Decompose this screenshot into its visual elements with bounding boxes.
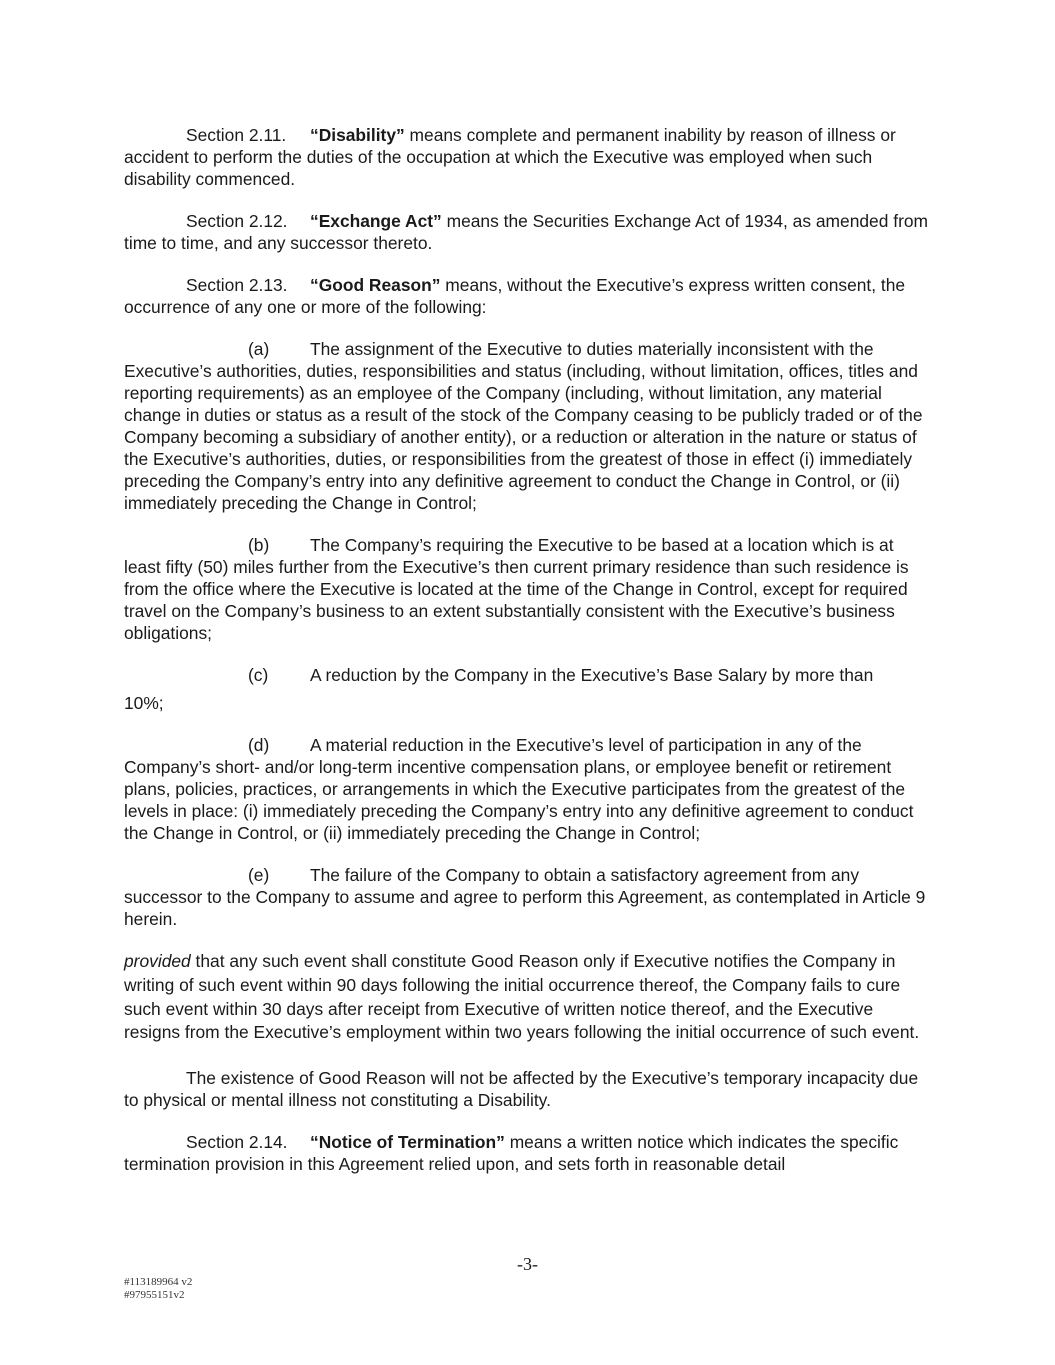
clause-text: The Company’s requiring the Executive to be based at a location which is at least fifty (50) miles further from the Executive’s then current primary residence than such residence is from the office where the Executive is located at the time of the Change in Control, except for required travel on the Company’s business to an extent substantially consistent with the Executive’s business obligations; <box>124 535 909 643</box>
clause-c <box>124 664 934 714</box>
clause-b <box>124 534 934 644</box>
clause-e <box>124 864 934 930</box>
section-text: means the Securities Exchange Act of 1934, as amended from time to time, and any successor thereto. <box>124 211 929 253</box>
document-ids <box>124 1276 192 1301</box>
clause-label: (d) <box>248 735 270 755</box>
section-number: Section 2.12. <box>186 211 288 231</box>
section-number: Section 2.13. <box>186 275 288 295</box>
document-body <box>124 124 934 1195</box>
defined-term: “Good Reason” <box>310 275 441 295</box>
proviso-paragraph <box>124 950 934 1045</box>
clause-tail: 10%; <box>124 693 164 713</box>
existence-text: The existence of Good Reason will not be affected by the Executive’s temporary incapacity due to physical or mental illness not constituting a Disability. <box>124 1068 919 1111</box>
defined-term: “Exchange Act” <box>310 211 442 231</box>
clause-label: (e) <box>248 865 270 885</box>
proviso-word: provided <box>124 951 191 971</box>
defined-term: “Notice of Termination” <box>310 1132 505 1153</box>
clause-text: A reduction by the Company in the Executive’s Base Salary by more than <box>310 665 874 685</box>
page-number: -3- <box>517 1254 538 1274</box>
section-number: Section 2.14. <box>186 1132 288 1153</box>
section-2-13 <box>124 274 934 318</box>
clause-d <box>124 734 934 844</box>
clause-label: (b) <box>248 535 270 555</box>
existence-paragraph <box>124 1067 934 1111</box>
section-2-11 <box>124 124 934 190</box>
clause-text: The assignment of the Executive to duties materially inconsistent with the Executive’s authorities, duties, responsibilities and status (including, without limitation, offices, titles and reporting requirements) as an employee of the Company (including, without limitation, any material change in duties or status as a result of the stock of the Company ceasing to be publicly traded or of the Company becoming a subsidiary of another entity), or a reduction or alteration in the nature or status of the Executive’s authorities, duties, or responsibilities from the greatest of those in effect (i) immediately preceding the Company’s entry into any definitive agreement to conduct the Change in Control, or (ii) immediately preceding the Change in Control; <box>124 339 923 513</box>
section-number: Section 2.11. <box>186 125 287 145</box>
section-text: means a written notice which indicates the specific termination provision in this Agreement relied upon, and sets forth in reasonable detail <box>124 1132 899 1175</box>
doc-id-2: #97955151v2 <box>124 1288 185 1301</box>
defined-term: “Disability” <box>310 125 405 145</box>
clause-text: A material reduction in the Executive’s level of participation in any of the Company’s short- and/or long-term incentive compensation plans, or employee benefit or retirement plans, policies, practices, or arrangements in which the Executive participates from the greatest of the levels in place: (i) immediately preceding the Company’s entry into any definitive agreement to conduct the Change in Control, or (ii) immediately preceding the Change in Control; <box>124 735 914 843</box>
section-text: means, without the Executive’s express written consent, the occurrence of any one or more of the following: <box>124 275 906 317</box>
doc-id-1: #113189964 v2 <box>124 1276 193 1288</box>
clause-label: (a) <box>248 339 270 359</box>
section-text: means complete and permanent inability by reason of illness or accident to perform the duties of the occupation at which the Executive was employed when such disability commenced. <box>124 125 896 189</box>
clause-text: The failure of the Company to obtain a satisfactory agreement from any successor to the Company to assume and agree to perform this Agreement, as contemplated in Article 9 herein. <box>124 865 926 929</box>
section-2-12 <box>124 210 934 254</box>
proviso-text: that any such event shall constitute Good Reason only if Executive notifies the Company in writing of such event within 90 days following the initial occurrence thereof, the Company fails to cure such event within 30 days after receipt from Executive of written notice thereof, and the Executive resigns from the Executive’s employment within two years following the initial occurrence of such event. <box>124 951 920 1043</box>
clause-label: (c) <box>248 665 269 685</box>
clause-a <box>124 338 934 514</box>
section-2-14 <box>124 1131 934 1175</box>
